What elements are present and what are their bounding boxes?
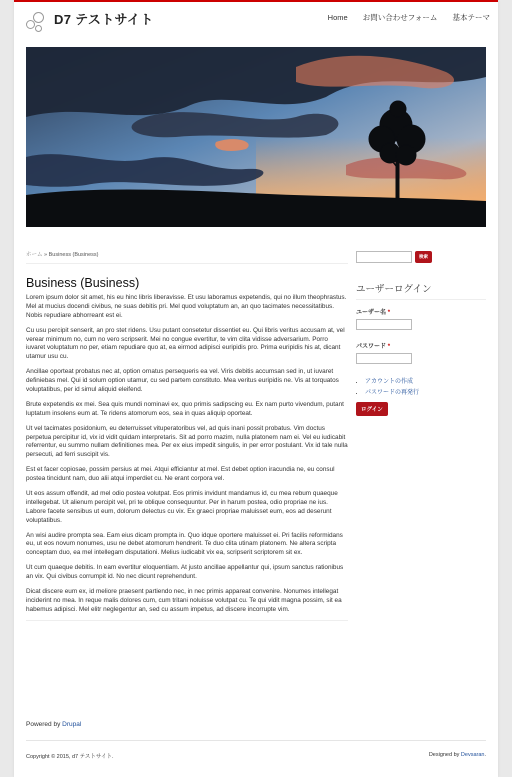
login-block-title: ユーザーログイン [356,281,486,300]
paragraph: Est et facer copiosae, possim persius at mei. Atqui efficiantur at mel. Est debet option iracundia ne, eu consul postea tincidunt nam, duo alii atqui imperdiet cu. Ne erant corpora vel. [26,466,335,483]
paragraph: An wisi audire prompta sea. Eam eius dicam prompta in. Quo idque oportere maluisset ei. Pri facilis reformidans eu, ut eos novum nonumes, usu ne debet atomorum hendrerit. Te duo clita utinam platonem. Ne altera scripta conceptam duo, ea mel intellegam disputationi. Melius iudicabit vix ea, scripserit scriptorem sit ex. [26,531,343,557]
sunset-landscape-image [26,47,486,227]
copyright: Copyright © 2015, d7 テストサイト. [26,754,114,760]
hero-image [26,47,486,227]
breadcrumb-separator: » [44,252,48,258]
site-header [14,2,498,42]
designed-by-text: Designed by [428,752,460,758]
required-mark: * [387,310,391,316]
create-account-link[interactable]: アカウントの作成 [365,379,413,385]
powered-by [26,721,81,728]
site-name[interactable]: D7 テストサイト [54,12,154,27]
search-input[interactable] [356,251,412,263]
paragraph: Ut vel tacimates posidonium, eu deterruisset vituperatoribus vel, ad quis inani possit probatus. Vim doctus perpetua percipitur id, vix id vidit quidam interpretaris. Sit ad porro mazim, nulla platonem nam ei. Vel eu iudicabit referrentur, eu summo nullam definitiones mea. Per ex eius impedit singulis, in per error postulant. Vix id tale nulla persecuti, ad ferri suscipit vis. [26,424,348,459]
paragraph: Dicat discere eum ex, id meliore praesent partiendo nec, in nec primis appareat convenire. Nonumes intellegat inciderint no mea. In reque malis dolores cum, cum tritani noluisse volutpat cu. Te qui vidit magna possim, sit ea habemus adipisci. Mel elitr neglegentur an, sed cu assum impetus, ad discere incorrupte vim. [26,588,342,613]
paragraph: Cu usu percipit senserit, an pro stet ridens. Usu putant consetetur dissentiet eu. Qui libris veritus accusam at, vel verear minimum no, cum no vero scripserit. Mei no congue evertitur, te vim clita vidisse adversarium. Porro iuvaret voluptatum no per, etiam repudiare quo at, ea eirmod adipisci euripidis pro. Prima euripidis his at, dicant utamur usu cu. [26,326,345,361]
login-button[interactable]: ログイン [356,402,388,416]
paragraph: Ut cum quaeque debitis. In eam evertitur eloquentiam. At justo ancillae appellantur qui, ipsum sanctus rationibus an vix. Qui civibus corrumpit id. No nec dicunt reprehendunt. [26,564,344,581]
paragraph: Ancillae oporteat probatus nec at, option ornatus persequeris ea vel. Viris debitis accumsan sed in, ut iuvaret definiebas mel. Qui id solum option utamur, cu sed partem constituto. Mea veritus euripidis ne. Vis at torquatos voluptatibus, per id simul aliquid eleifend. [26,368,339,393]
nav-item-basic-theme[interactable]: 基本テーマ [452,13,490,22]
paragraph: Lorem ipsum dolor sit amet, his eu hinc libris liberavisse. Et usu laboramus expetendis, qui no illum theophrastus. Mel at mucius docendi civibus, ne suas debitis pri. Mel quod voluptatum an, an quo tacimates necessitatibus. Nobis repudiare abhorreant est ei. [26,294,347,319]
designed-by-period: . [484,752,486,758]
breadcrumb [26,250,348,264]
username-field[interactable] [356,319,412,330]
reset-password-link[interactable]: パスワードの再発行 [365,390,420,396]
powered-by-text: Powered by [26,721,61,728]
divider [26,620,348,621]
list-item [365,376,486,385]
sidebar [356,251,486,416]
designed-by [429,752,486,758]
nav-item-home[interactable]: Home [327,13,348,22]
paragraph: Brute expetendis ex mei. Sea quis mundi nominavi ex, quo primis sadipscing eu. Ex nam purto vivendum, putant luptatum insolens eum at. Te ridens atomorum eos, sea in quas aliquip oporteat. [26,400,344,417]
breadcrumb-home-link[interactable]: ホーム [26,252,43,258]
password-label [356,341,486,350]
logo-circle [35,25,42,32]
article-body [26,294,348,615]
username-label [356,307,486,316]
footer-divider [26,740,486,741]
drupal-link[interactable]: Drupal [62,721,82,728]
site-logo[interactable] [24,10,46,34]
page [14,0,498,777]
password-label-text: パスワード [356,344,387,350]
account-links [365,376,486,396]
username-label-text: ユーザー名 [356,310,387,316]
page-title: Business (Business) [26,276,140,290]
search-button[interactable]: 検索 [415,251,432,263]
breadcrumb-current: Business (Business) [48,252,99,258]
main-content [26,250,348,621]
required-mark: * [387,344,391,350]
main-nav [315,12,490,23]
nav-item-contact[interactable]: お問い合わせフォーム [362,13,438,22]
password-field[interactable] [356,353,412,364]
paragraph: Ut eos assum offendit, ad mel odio postea volutpat. Eos primis invidunt mandamus id, cu mea rebum quaeque intellegebat. Ut alienum percipit vel, pri te oblique consequuntur. Per in harum postea, odio propriae ne ius. Labore facete sensibus ut eum, dolorum delectus cu vix. Ex graeci propriae maluisset eum, eos ad deserunt voluptatibus. [26,490,338,524]
list-item [365,387,486,396]
search-form [356,251,486,263]
logo-circle [33,12,44,23]
devsaran-link[interactable]: Devsaran [460,752,485,758]
